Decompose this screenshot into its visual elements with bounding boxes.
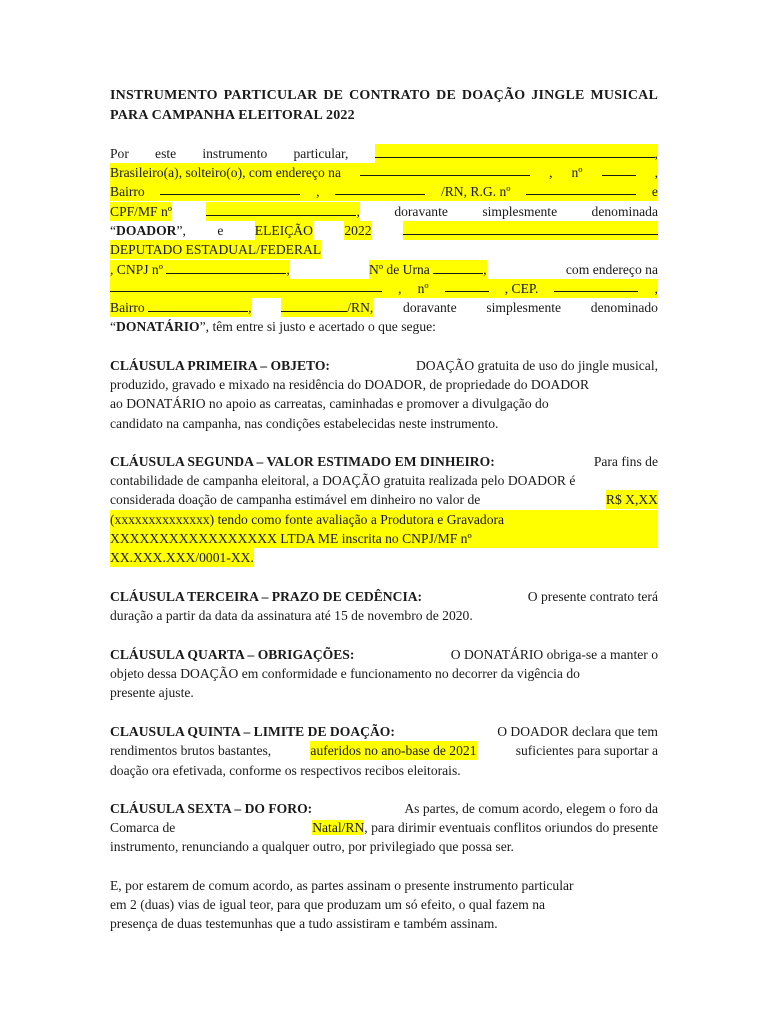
clausula1-heading: CLÁUSULA PRIMEIRA – OBJETO: bbox=[110, 358, 330, 373]
name-field[interactable]: , bbox=[375, 144, 658, 163]
preamble-line-5: “DOADOR”, e ELEIÇÃO 2022 bbox=[110, 221, 658, 240]
clausula2-line-2: contabilidade de campanha eleitoral, a DOAÇÃO gratuita realizada pelo DOADOR é bbox=[110, 473, 576, 488]
cpf-field[interactable]: , bbox=[206, 202, 359, 221]
preamble-line-1: Por este instrumento particular, , bbox=[110, 146, 658, 161]
clausula2-line-3: considerada doação de campanha estimável em dinheiro no valor de R$ X,XX bbox=[110, 492, 658, 507]
address-number-field[interactable] bbox=[602, 163, 636, 176]
city-field[interactable] bbox=[335, 182, 425, 195]
clausula3-line-2: duração a partir da data da assinatura até 15 de novembro de 2020. bbox=[110, 608, 473, 623]
preamble-line-2: Brasileiro(a), solteiro(o), com endereço na , nº , bbox=[110, 165, 658, 180]
address-field[interactable] bbox=[360, 163, 530, 176]
urna-field[interactable] bbox=[433, 261, 483, 274]
donatario-name-field[interactable] bbox=[403, 221, 658, 240]
clausula6-line-3: instrumento, renunciando a qualquer outro, por privilegiado que possa ser. bbox=[110, 839, 514, 854]
document-title: INSTRUMENTO PARTICULAR DE CONTRATO DE DOAÇÃO JINGLE MUSICAL PARA CAMPANHA ELEITORAL 2022 bbox=[110, 88, 658, 123]
clausula5-heading: CLAUSULA QUINTA – LIMITE DE DOAÇÃO: bbox=[110, 724, 395, 739]
donatario-bairro-field[interactable] bbox=[148, 299, 248, 312]
donatario-label: DONATÁRIO bbox=[116, 319, 200, 334]
ano-base-highlight: auferidos no ano-base de 2021 bbox=[310, 743, 477, 758]
clausula4-line-2: objeto dessa DOAÇÃO em conformidade e funcionamento no decorrer da vigência do bbox=[110, 666, 580, 681]
fecho-line-1: E, por estarem de comum acordo, as partes assinam o presente instrumento particular bbox=[110, 878, 574, 893]
clausula3-line-1: CLÁUSULA TERCEIRA – PRAZO DE CEDÊNCIA: O presente contrato terá bbox=[110, 589, 658, 604]
clausula2-line-4: (xxxxxxxxxxxxxx) tendo como fonte avaliação a Produtora e Gravadora bbox=[110, 510, 658, 529]
clausula1-line-1: CLÁUSULA PRIMEIRA – OBJETO: DOAÇÃO gratuita de uso do jingle musical, bbox=[110, 358, 658, 373]
clausula1-line-4: candidato na campanha, nas condições estabelecidas neste instrumento. bbox=[110, 416, 499, 431]
clausula1-line-2: produzido, gravado e mixado na residência do DOADOR, de propriedade do DOADOR bbox=[110, 377, 590, 392]
clausula2-heading: CLÁUSULA SEGUNDA – VALOR ESTIMADO EM DINHEIRO: bbox=[110, 454, 495, 469]
valor-field: R$ X,XX bbox=[605, 492, 658, 507]
preamble-line-9: Bairro , /RN, doravante simplesmente denominado bbox=[110, 300, 658, 315]
clausula4-line-3: presente ajuste. bbox=[110, 685, 194, 700]
donatario-number-field[interactable] bbox=[445, 279, 489, 292]
rg-field[interactable] bbox=[526, 182, 636, 195]
cargo-label: DEPUTADO ESTADUAL/FEDERAL bbox=[110, 242, 322, 257]
clausula2-line-5: XXXXXXXXXXXXXXXXX LTDA ME inscrita no CNPJ/MF nº bbox=[110, 529, 658, 548]
cep-field[interactable] bbox=[554, 279, 638, 292]
clausula4-heading: CLÁUSULA QUARTA – OBRIGAÇÕES: bbox=[110, 647, 355, 662]
clausula5-line-2: rendimentos brutos bastantes, auferidos no ano-base de 2021 suficientes para suportar a bbox=[110, 743, 658, 758]
clausula5-line-1: CLAUSULA QUINTA – LIMITE DE DOAÇÃO: O DOADOR declara que tem bbox=[110, 724, 658, 739]
clausula6-heading: CLÁUSULA SEXTA – DO FORO: bbox=[110, 801, 313, 816]
clausula4-line-1: CLÁUSULA QUARTA – OBRIGAÇÕES: O DONATÁRIO obriga-se a manter o bbox=[110, 647, 658, 662]
preamble-line-4: CPF/MF nº , doravante simplesmente denominada bbox=[110, 204, 658, 219]
clausula2-line-1: CLÁUSULA SEGUNDA – VALOR ESTIMADO EM DINHEIRO: Para fins de bbox=[110, 454, 658, 469]
preamble-line-7: , CNPJ nº , Nº de Urna , com endereço na bbox=[110, 262, 658, 277]
preamble-line-8: , nº , CEP. , bbox=[110, 279, 658, 298]
clausula2-line-6: XX.XXX.XXX/0001-XX. bbox=[110, 550, 254, 565]
foro-highlight: Natal/RN bbox=[312, 820, 365, 835]
fecho-line-3: presença de duas testemunhas que a tudo assistiram e também assinam. bbox=[110, 916, 498, 931]
clausula6-line-2: Comarca de Natal/RN, para dirimir eventuais conflitos oriundos do presente bbox=[110, 820, 658, 835]
cnpj-field[interactable] bbox=[166, 261, 286, 274]
donatario-city-field[interactable] bbox=[281, 299, 347, 312]
bairro-field[interactable] bbox=[160, 182, 300, 195]
clausula6-line-1: CLÁUSULA SEXTA – DO FORO: As partes, de comum acordo, elegem o foro da bbox=[110, 801, 658, 816]
preamble-line-10: “DONATÁRIO”, têm entre si justo e acertado o que segue: bbox=[110, 319, 436, 334]
donatario-address-field[interactable] bbox=[110, 279, 382, 292]
doador-label: DOADOR bbox=[116, 223, 177, 238]
clausula3-heading: CLÁUSULA TERCEIRA – PRAZO DE CEDÊNCIA: bbox=[110, 589, 423, 604]
clausula1-line-3: ao DONATÁRIO no apoio as carreatas, caminhadas e promover a divulgação do bbox=[110, 396, 549, 411]
preamble-line-6 bbox=[110, 240, 658, 259]
fecho-line-2: em 2 (duas) vias de igual teor, para que produzam um só efeito, o qual fazem na bbox=[110, 897, 546, 912]
clausula5-line-3: doação ora efetivada, conforme os respectivos recibos eleitorais. bbox=[110, 763, 461, 778]
preamble-line-3: Bairro , /RN, R.G. nº e bbox=[110, 184, 658, 199]
